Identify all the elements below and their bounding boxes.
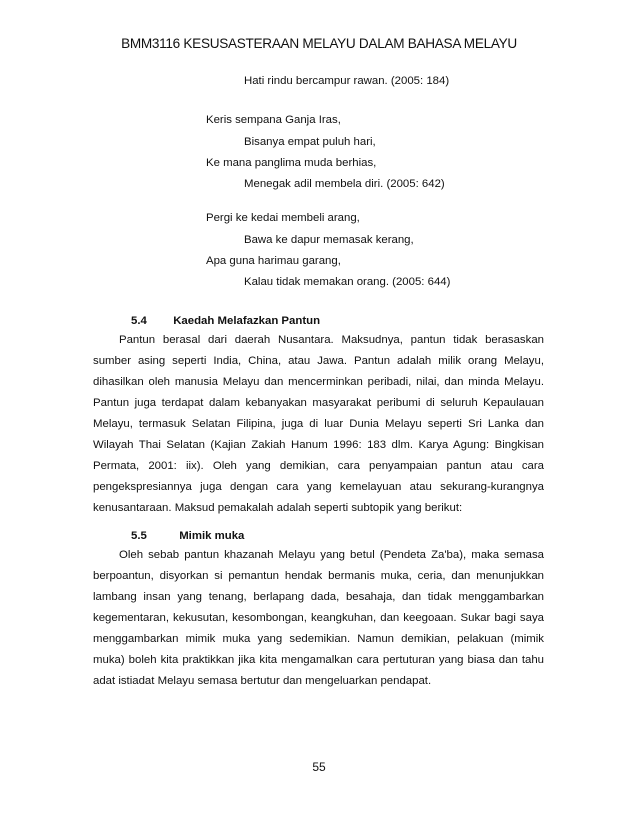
paragraph-line: Permata, 2001: iix). Oleh yang demikian, cara penyampaian pantun atau cara	[93, 460, 544, 472]
section-title: Kaedah Melafazkan Pantun	[173, 315, 321, 327]
paragraph-line: dihasilkan oleh manusia Melayu dan mencerminkan peribadi, nilai, dan minda Melayu.	[93, 376, 544, 388]
section-5-4-paragraph	[93, 330, 544, 519]
page-header: BMM3116 KESUSASTERAAN MELAYU DALAM BAHASA MELAYU	[121, 36, 517, 51]
paragraph-line: Melayu, termasuk Selatan Filipina, juga di luar Dunia Melayu seperti Sri Lanka dan	[93, 418, 544, 430]
paragraph-line: lambang insan yang tenang, berlapang dada, besahaja, dan tidak menggambarkan	[93, 591, 544, 603]
section-number: 5.4	[131, 315, 147, 327]
paragraph-line: Wilayah Thai Selatan (Kajian Zakiah Hanum 1996: 183 dlm. Karya Agung: Bingkisan	[93, 439, 544, 451]
page-number: 55	[312, 760, 326, 774]
poem-line: Hati rindu bercampur rawan. (2005: 184)	[244, 75, 450, 87]
section-title: Mimik muka	[179, 530, 245, 542]
paragraph-line: muka) boleh kita praktikkan jika kita mengamalkan cara pertuturan yang biasa dan tahu	[93, 654, 544, 666]
paragraph-line: sumber asing seperti India, China, atau Jawa. Pantun adalah milik orang Melayu,	[93, 355, 544, 367]
poem-line: Menegak adil membela diri. (2005: 642)	[244, 178, 445, 190]
poem-line: Bawa ke dapur memasak kerang,	[244, 234, 414, 246]
paragraph-line: berpoantun, disyorkan si pemantun hendak bermanis muka, ceria, dan menunjukkan	[93, 570, 544, 582]
poem-line: Bisanya empat puluh hari,	[244, 136, 376, 148]
section-heading-5-4	[131, 314, 320, 328]
paragraph-line: menggambarkan mimik muka yang sedemikian. Namun demikian, pelakuan (mimik	[93, 633, 544, 645]
poem-line: Keris sempana Ganja Iras,	[206, 114, 341, 126]
paragraph-line: Pantun juga terdapat dalam kebanyakan masyarakat peribumi di seluruh Kepaulauan	[93, 397, 544, 409]
poem-line: Ke mana panglima muda berhias,	[206, 157, 377, 169]
paragraph-line: adat istiadat Melayu semasa bertutur dan mengeluarkan pendapat.	[93, 675, 432, 687]
paragraph-line: Pantun berasal dari daerah Nusantara. Maksudnya, pantun tidak berasaskan	[119, 334, 544, 346]
section-5-5-paragraph	[93, 545, 544, 692]
paragraph-line: pengekspresiannya juga dengan cara yang kemelayuan atau sekurang-kurangnya	[93, 481, 544, 493]
paragraph-line: Oleh sebab pantun khazanah Melayu yang betul (Pendeta Za'ba), maka semasa	[119, 549, 544, 561]
section-number: 5.5	[131, 530, 147, 542]
paragraph-line: kegementaran, kekusutan, kesombongan, keangkuhan, dan keegoaan. Sukar bagi saya	[93, 612, 544, 624]
poem-line: Pergi ke kedai membeli arang,	[206, 212, 360, 224]
poem-line: Kalau tidak memakan orang. (2005: 644)	[244, 276, 451, 288]
section-heading-5-5	[131, 529, 244, 543]
poem-line: Apa guna harimau garang,	[206, 255, 341, 267]
paragraph-line: kenusantaraan. Maksud pemakalah adalah seperti subtopik yang berikut:	[93, 502, 463, 514]
